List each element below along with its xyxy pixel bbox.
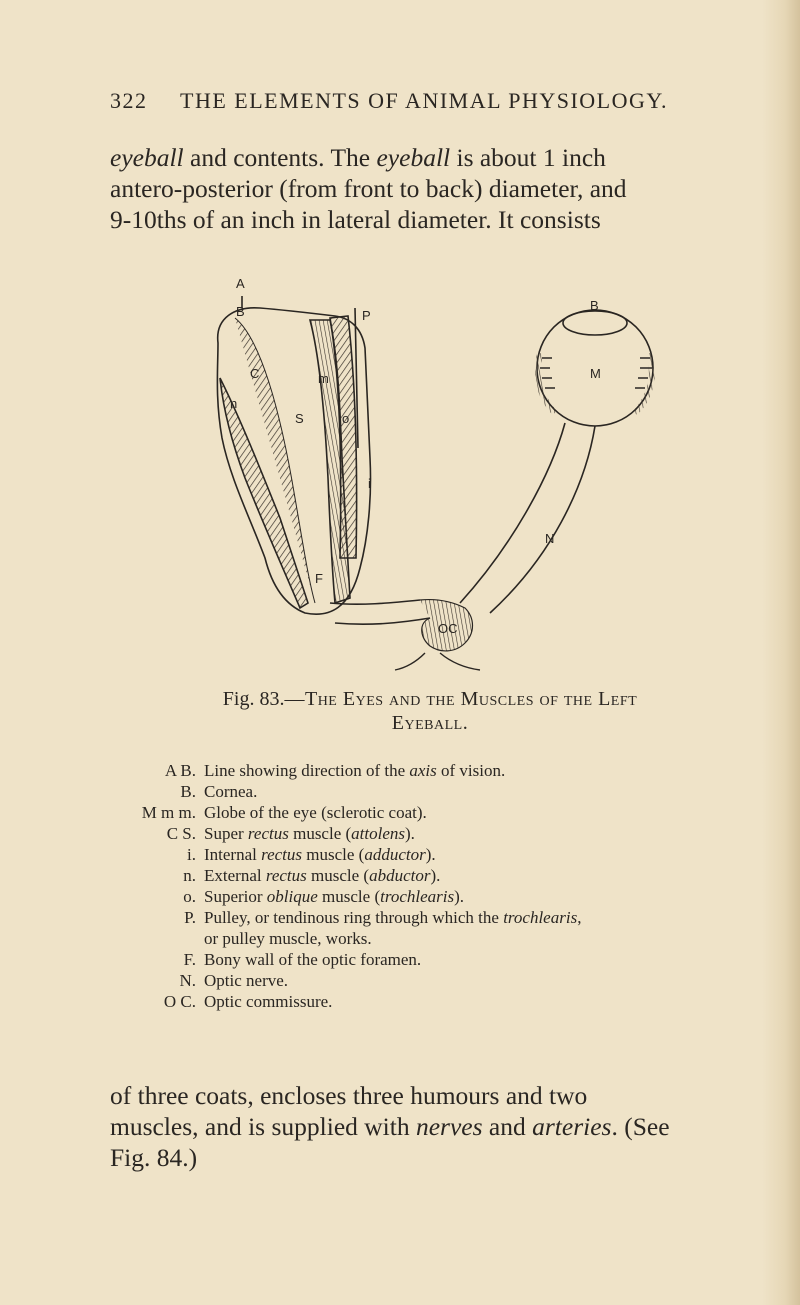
legend-row bbox=[130, 781, 750, 802]
paragraph-bottom bbox=[110, 1080, 750, 1173]
legend-description bbox=[204, 886, 750, 907]
legend-row bbox=[130, 991, 750, 1012]
label-s: S bbox=[295, 411, 304, 426]
caption-line-1 bbox=[110, 687, 750, 711]
page-edge-shadow bbox=[762, 0, 800, 1305]
legend-description bbox=[204, 949, 750, 970]
legend-text-run: Super bbox=[204, 824, 248, 843]
legend-text-run: Internal bbox=[204, 845, 262, 864]
paragraph-bottom-line-3: Fig. 84.) bbox=[110, 1143, 198, 1172]
legend-key: C S. bbox=[166, 824, 196, 843]
paragraph-top-line-3: 9-10ths of an inch in lateral diameter. It consists bbox=[110, 205, 601, 234]
legend-description bbox=[204, 823, 750, 844]
legend-text-run: ). bbox=[454, 887, 465, 906]
optic-tract bbox=[395, 653, 480, 670]
legend-text-run: ). bbox=[430, 866, 441, 885]
paragraph-top-line-2: antero-posterior (from front to back) diameter, and bbox=[110, 174, 627, 203]
label-p: P bbox=[362, 308, 371, 323]
legend-italic-term: attolens bbox=[351, 824, 406, 843]
right-optic-nerve bbox=[460, 423, 595, 613]
legend-row bbox=[130, 970, 750, 991]
legend-italic-term: trochlearis bbox=[380, 887, 455, 906]
legend-continuation: or pulley muscle, works. bbox=[204, 929, 372, 948]
legend-text-run: Optic commissure. bbox=[204, 992, 333, 1011]
paragraph-top bbox=[110, 142, 750, 235]
text-run: muscles, and is supplied with bbox=[110, 1112, 416, 1141]
legend-italic-term: trochlearis bbox=[503, 908, 578, 927]
legend-italic-term: oblique bbox=[266, 887, 318, 906]
legend-text-run: ). bbox=[405, 824, 415, 843]
right-eye-sclera-hatching bbox=[538, 353, 652, 413]
legend-key: F. bbox=[183, 950, 196, 969]
legend-key: i. bbox=[187, 845, 196, 864]
legend-description bbox=[204, 781, 750, 802]
legend-italic-term: adductor bbox=[364, 845, 426, 864]
label-b-left: B bbox=[236, 304, 245, 319]
paragraph-bottom-line-2 bbox=[110, 1111, 750, 1142]
italic-eyeball: eyeball bbox=[376, 143, 451, 172]
text-run: . (See bbox=[611, 1112, 670, 1141]
legend-text-run: External bbox=[204, 866, 266, 885]
figure-number: Fig. 83. bbox=[222, 688, 285, 710]
legend-key: N. bbox=[179, 971, 196, 990]
legend-text-run: muscle ( bbox=[306, 866, 370, 885]
label-a: A bbox=[236, 276, 245, 291]
figure-caption bbox=[110, 687, 750, 735]
legend-italic-term: abductor bbox=[369, 866, 431, 885]
label-m: M bbox=[590, 366, 601, 381]
label-m-small: m bbox=[318, 371, 329, 386]
legend-key: A B. bbox=[164, 761, 196, 780]
eye-muscles-illustration bbox=[190, 258, 690, 688]
legend-italic-term: rectus bbox=[265, 866, 307, 885]
italic-arteries: arteries bbox=[532, 1112, 612, 1141]
paragraph-bottom-line-1: of three coats, encloses three humours and two bbox=[110, 1081, 588, 1110]
figure-legend bbox=[130, 760, 750, 1012]
legend-text-run: Optic nerve. bbox=[204, 971, 289, 990]
legend-row bbox=[130, 802, 750, 823]
legend-description bbox=[204, 907, 750, 928]
legend-description bbox=[204, 991, 750, 1012]
legend-text-run: Globe of the eye (sclerotic coat). bbox=[204, 803, 427, 822]
label-n-large: N bbox=[545, 531, 555, 546]
legend-row bbox=[130, 886, 750, 907]
legend-description bbox=[204, 865, 750, 886]
paragraph-top-line-1 bbox=[110, 142, 750, 173]
legend-row bbox=[130, 760, 750, 781]
left-optic-nerve bbox=[330, 600, 430, 624]
page-number: 322 bbox=[110, 88, 148, 113]
legend-row bbox=[130, 865, 750, 886]
legend-description bbox=[204, 760, 750, 781]
legend-key: O C. bbox=[163, 992, 196, 1011]
italic-nerves: nerves bbox=[415, 1112, 483, 1141]
legend-text-run: muscle ( bbox=[302, 845, 365, 864]
legend-text-run: ). bbox=[425, 845, 436, 864]
legend-text-run: Superior bbox=[204, 887, 267, 906]
legend-italic-term: rectus bbox=[247, 824, 289, 843]
legend-text-run: Line showing direction of the bbox=[204, 761, 410, 780]
italic-eyeball: eyeball bbox=[110, 143, 184, 172]
legend-text-run: , bbox=[577, 908, 582, 927]
legend-text-run: muscle ( bbox=[288, 824, 352, 843]
running-title: THE ELEMENTS OF ANIMAL PHYSIOLOGY. bbox=[180, 88, 668, 113]
label-c: C bbox=[250, 366, 260, 381]
label-n-small: n bbox=[230, 396, 238, 411]
legend-text-run: Cornea. bbox=[204, 782, 258, 801]
legend-key: n. bbox=[183, 866, 196, 885]
legend-italic-term: rectus bbox=[261, 845, 303, 864]
running-header bbox=[110, 88, 750, 114]
legend-text-run: of vision. bbox=[436, 761, 506, 780]
legend-description bbox=[204, 970, 750, 991]
legend-text-run: Pulley, or tendinous ring through which the bbox=[204, 908, 504, 927]
legend-row bbox=[130, 949, 750, 970]
label-f: F bbox=[315, 571, 323, 586]
label-o: o bbox=[342, 411, 350, 426]
legend-key: o. bbox=[183, 887, 196, 906]
caption-title-line-1: —The Eyes and the Muscles of the Left bbox=[284, 688, 638, 710]
legend-row bbox=[130, 907, 750, 928]
label-oc: OC bbox=[438, 621, 458, 636]
legend-row bbox=[130, 844, 750, 865]
label-i: i bbox=[368, 476, 371, 491]
text-run: and contents. The bbox=[183, 143, 377, 172]
legend-key: M m m. bbox=[141, 803, 196, 822]
caption-title-line-2: Eyeball. bbox=[391, 712, 469, 734]
legend-italic-term: axis bbox=[409, 761, 437, 780]
right-eye-cornea bbox=[563, 311, 627, 335]
label-b-right: B bbox=[590, 298, 599, 313]
legend-text-run: Bony wall of the optic foramen. bbox=[204, 950, 422, 969]
legend-key: B. bbox=[180, 782, 196, 801]
legend-text-run: muscle ( bbox=[317, 887, 381, 906]
text-run: and bbox=[482, 1112, 533, 1141]
legend-description bbox=[204, 844, 750, 865]
legend-row bbox=[130, 823, 750, 844]
legend-key: P. bbox=[184, 908, 196, 927]
text-run: is about 1 inch bbox=[450, 143, 606, 172]
legend-description bbox=[204, 802, 750, 823]
